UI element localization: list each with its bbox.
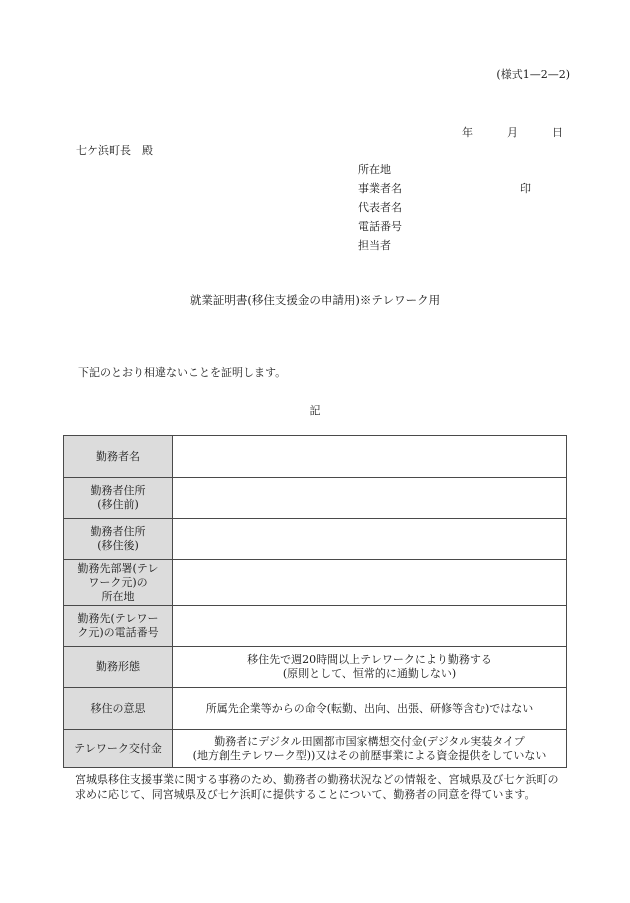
field-business-name: 事業者名 bbox=[358, 182, 402, 195]
table-row bbox=[64, 606, 567, 647]
row-label-office-location: 勤務先部署(テレ ワーク元)の 所在地 bbox=[64, 560, 173, 606]
consent-note: 宮城県移住支援事業に関する事務のため、勤務者の勤務状況などの情報を、宮城県及び七ケ浜町の求めに応じて、同宮城県及び七ケ浜町に提供することについて、勤務者の同意を得ています。 bbox=[75, 773, 559, 801]
table-row bbox=[64, 730, 567, 768]
row-label-address-before: 勤務者住所 (移住前) bbox=[64, 478, 173, 519]
office-phone-field[interactable] bbox=[173, 606, 567, 647]
certificate-table bbox=[63, 435, 567, 768]
date-year: 年 bbox=[462, 126, 473, 139]
worker-name-field[interactable] bbox=[173, 436, 567, 478]
address-after-field[interactable] bbox=[173, 519, 567, 560]
office-location-field[interactable] bbox=[173, 560, 567, 606]
work-style-value: 移住先で週20時間以上テレワークにより勤務する (原則として、恒常的に通勤しない) bbox=[173, 647, 567, 688]
document-title: 就業証明書(移住支援金の申請用)※テレワーク用 bbox=[189, 293, 441, 307]
relocation-intent-value: 所属先企業等からの命令(転勤、出向、出張、研修等含む)ではない bbox=[173, 688, 567, 730]
field-contact-person: 担当者 bbox=[358, 239, 391, 252]
table-row bbox=[64, 560, 567, 606]
telework-grant-value: 勤務者にデジタル田園都市国家構想交付金(デジタル実装タイプ (地方創生テレワーク型))又はその前歴事業による資金提供をしていない bbox=[173, 730, 567, 768]
field-representative: 代表者名 bbox=[358, 201, 402, 214]
field-phone: 電話番号 bbox=[358, 220, 402, 233]
row-label-work-style: 勤務形態 bbox=[64, 647, 173, 688]
form-number: (様式1—2—2) bbox=[496, 68, 570, 81]
table-row bbox=[64, 436, 567, 478]
table-row bbox=[64, 478, 567, 519]
address-before-field[interactable] bbox=[173, 478, 567, 519]
row-label-worker-name: 勤務者名 bbox=[64, 436, 173, 478]
addressee: 七ケ浜町長 殿 bbox=[76, 144, 153, 157]
lead-text: 下記のとおり相違ないことを証明します。 bbox=[78, 366, 287, 379]
date-month: 月 bbox=[507, 126, 518, 139]
table-row bbox=[64, 688, 567, 730]
date-line bbox=[462, 124, 563, 140]
ki-heading: 記 bbox=[309, 404, 321, 417]
date-day: 日 bbox=[552, 126, 563, 139]
row-label-relocation-intent: 移住の意思 bbox=[64, 688, 173, 730]
table-row bbox=[64, 647, 567, 688]
seal-mark: 印 bbox=[520, 182, 531, 195]
table-row bbox=[64, 519, 567, 560]
row-label-address-after: 勤務者住所 (移住後) bbox=[64, 519, 173, 560]
row-label-telework-grant: テレワーク交付金 bbox=[64, 730, 173, 768]
row-label-office-phone: 勤務先(テレワー ク元)の電話番号 bbox=[64, 606, 173, 647]
field-address: 所在地 bbox=[358, 163, 391, 176]
